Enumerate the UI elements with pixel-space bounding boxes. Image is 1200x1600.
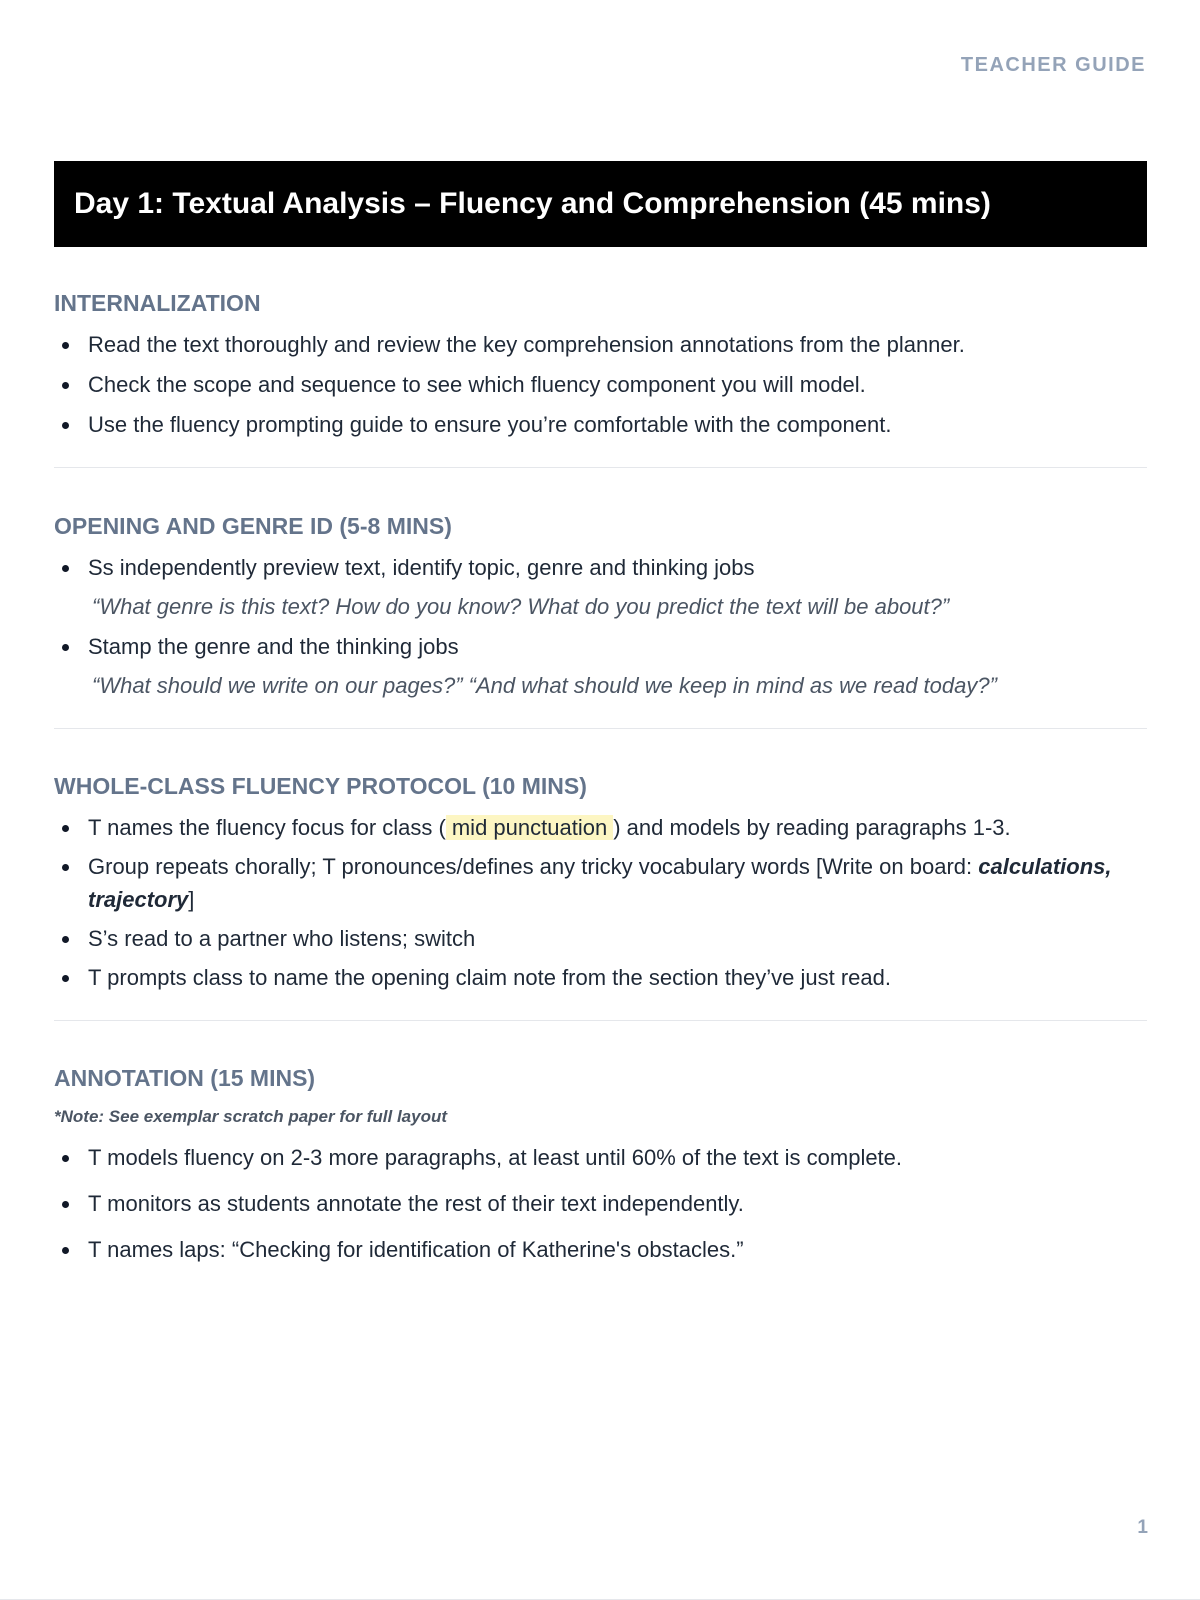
- section-fluency: [54, 769, 1147, 994]
- bullet-list: [54, 551, 1147, 702]
- list-item-text: Stamp the genre and the thinking jobs: [88, 634, 459, 659]
- list-item-text: ]: [188, 887, 195, 912]
- list-item: T monitors as students annotate the rest of their text independently.: [54, 1187, 1147, 1220]
- list-item: Check the scope and sequence to see which fluency component you will model.: [54, 368, 1147, 401]
- list-item: [54, 630, 1147, 702]
- bullet-list: [54, 1141, 1147, 1266]
- header-label: TEACHER GUIDE: [960, 54, 1146, 76]
- section-internalization: [54, 286, 1147, 441]
- list-item: T prompts class to name the opening claim note from the section they’ve just read.: [54, 961, 1147, 994]
- divider: [54, 1020, 1147, 1021]
- divider: [54, 467, 1147, 468]
- divider: [54, 728, 1147, 729]
- list-item-text: T names the fluency focus for class (: [88, 815, 446, 840]
- vocabulary-words: calculations, trajectory: [88, 854, 1112, 912]
- list-item: [54, 551, 1147, 623]
- list-item-text: Ss independently preview text, identify topic, genre and thinking jobs: [88, 555, 755, 580]
- section-heading: ANNOTATION (15 MINS): [54, 1065, 316, 1091]
- section-opening: [54, 509, 1147, 702]
- title-bar: [54, 161, 1147, 247]
- list-item: Read the text thoroughly and review the key comprehension annotations from the planner.: [54, 328, 1147, 361]
- section-annotation: [54, 1061, 1147, 1266]
- section-heading: OPENING AND GENRE ID (5-8 MINS): [54, 513, 452, 539]
- bullet-list: [54, 811, 1147, 994]
- list-item: [54, 850, 1147, 916]
- annotation-note: *Note: See exemplar scratch paper for full layout: [54, 1107, 448, 1126]
- section-heading: INTERNALIZATION: [54, 290, 261, 316]
- bullet-list: [54, 328, 1147, 441]
- highlighted-focus: mid punctuation: [446, 815, 613, 840]
- list-item: [54, 811, 1147, 844]
- list-item: T models fluency on 2-3 more paragraphs, at least until 60% of the text is complete.: [54, 1141, 1147, 1174]
- content: [54, 286, 1147, 1266]
- list-item-text: ) and models by reading paragraphs 1-3.: [613, 815, 1011, 840]
- page-title: Day 1: Textual Analysis – Fluency and Comprehension (45 mins): [74, 187, 991, 220]
- list-item: T names laps: “Checking for identification of Katherine's obstacles.”: [54, 1233, 1147, 1266]
- section-heading: WHOLE-CLASS FLUENCY PROTOCOL (10 MINS): [54, 773, 587, 799]
- list-item: Use the fluency prompting guide to ensure you’re comfortable with the component.: [54, 408, 1147, 441]
- list-item: S’s read to a partner who listens; switch: [54, 922, 1147, 955]
- prompt-quote: “What should we write on our pages?” “And what should we keep in mind as we read today?”: [92, 673, 997, 698]
- list-item-text: Group repeats chorally; T pronounces/defines any tricky vocabulary words [Write on board:: [88, 854, 973, 879]
- page-number: 1: [1137, 1517, 1148, 1538]
- prompt-quote: “What genre is this text? How do you know? What do you predict the text will be about?”: [92, 594, 950, 619]
